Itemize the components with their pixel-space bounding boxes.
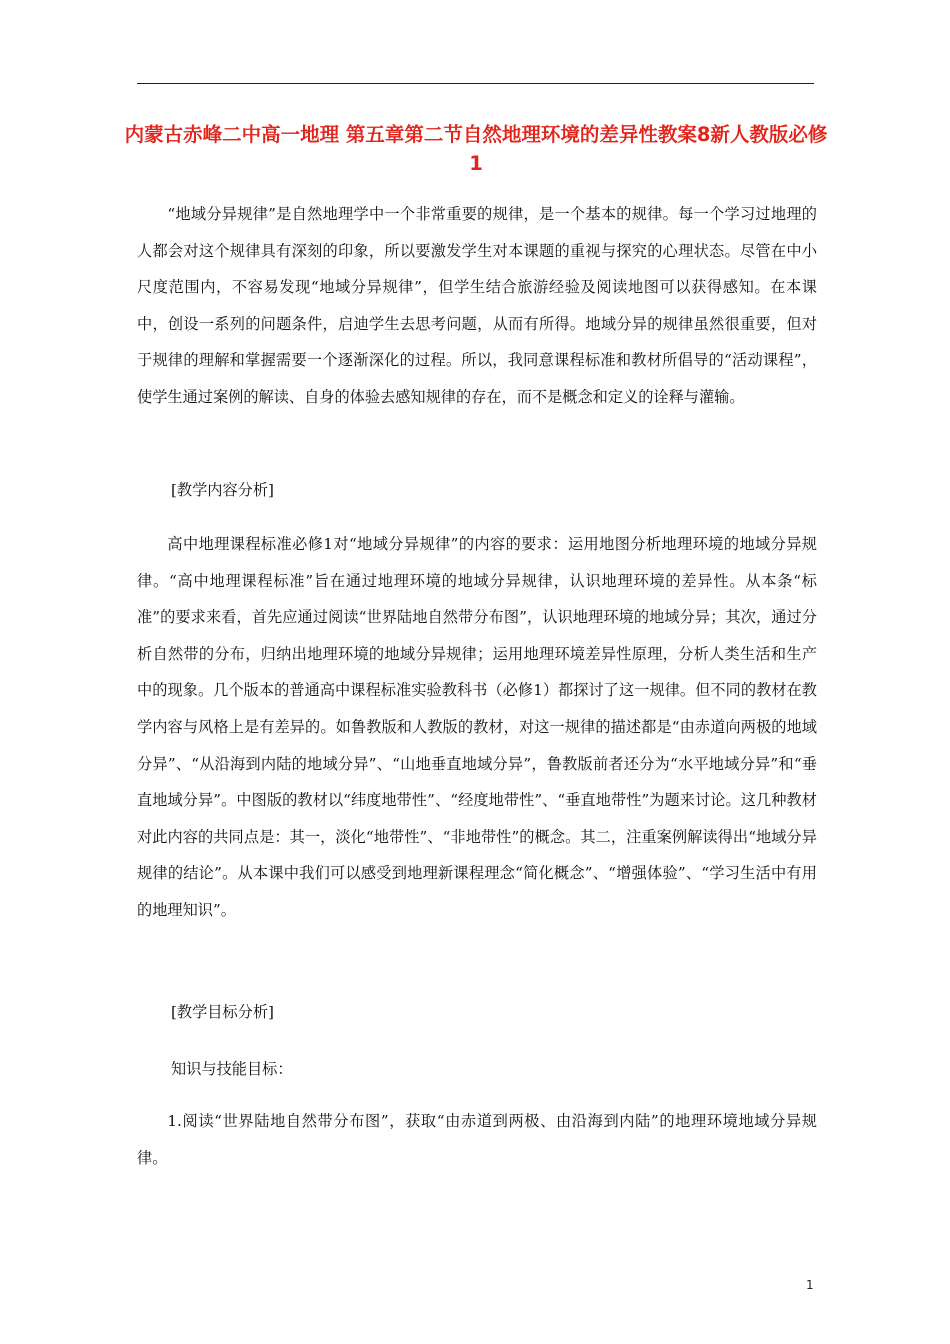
header-rule xyxy=(137,83,814,84)
document-title: 内蒙古赤峰二中高一地理 第五章第二节自然地理环境的差异性教案8新人教版必修1 xyxy=(124,123,828,175)
knowledge-skills-heading: 知识与技能目标： xyxy=(171,1060,293,1078)
page-number: 1 xyxy=(806,1278,814,1292)
intro-paragraph: “地域分异规律”是自然地理学中一个非常重要的规律，是一个基本的规律。每一个学习过地理的人都会对这个规律具有深刻的印象，所以要激发学生对本课题的重视与探究的心理状态。尽管在中小尺度范围内，不容易发现“地域分异规律”，但学生结合旅游经验及阅读地图可以获得感知。在本课中，创设一系列的问题条件，启迪学生去思考问题，从而有所得。地域分异的规律虽然很重要，但对于规律的理解和掌握需要一个逐渐深化的过程。所以，我同意课程标准和教材所倡导的“活动课程”，使学生通过案例的解读、自身的体验去感知规律的存在，而不是概念和定义的诠释与灌输。 xyxy=(137,205,817,406)
goal-list-item-1: 1.阅读“世界陆地自然带分布图”，获取“由赤道到两极、由沿海到内陆”的地理环境地域分异规律。 xyxy=(137,1112,817,1167)
section-content-analysis-heading: [教学内容分析] xyxy=(171,481,274,499)
section-goals-analysis-heading: [教学目标分析] xyxy=(171,1003,274,1021)
content-analysis-paragraph: 高中地理课程标准必修1对“地域分异规律”的内容的要求：运用地图分析地理环境的地域分异规律。“高中地理课程标准”旨在通过地理环境的地域分异规律，认识地理环境的差异性。从本条“标准”的要求来看，首先应通过阅读“世界陆地自然带分布图”，认识地理环境的地域分异；其次，通过分析自然带的分布，归纳出地理环境的地域分异规律；运用地理环境差异性原理，分析人类生活和生产中的现象。几个版本的普通高中课程标准实验教科书（必修1）都探讨了这一规律。但不同的教材在教学内容与风格上是有差异的。如鲁教版和人教版的教材，对这一规律的描述都是“由赤道向两极的地域分异”、“从沿海到内陆的地域分异”、“山地垂直地域分异”，鲁教版前者还分为“水平地域分异”和“垂直地域分异”。中图版的教材以“纬度地带性”、“经度地带性”、“垂直地带性”为题来讨论。这几种教材对此内容的共同点是：其一，淡化“地带性”、“非地带性”的概念。其二，注重案例解读得出“地域分异规律的结论”。从本课中我们可以感受到地理新课程理念“简化概念”、“增强体验”、“学习生活中有用的地理知识”。 xyxy=(137,535,817,919)
